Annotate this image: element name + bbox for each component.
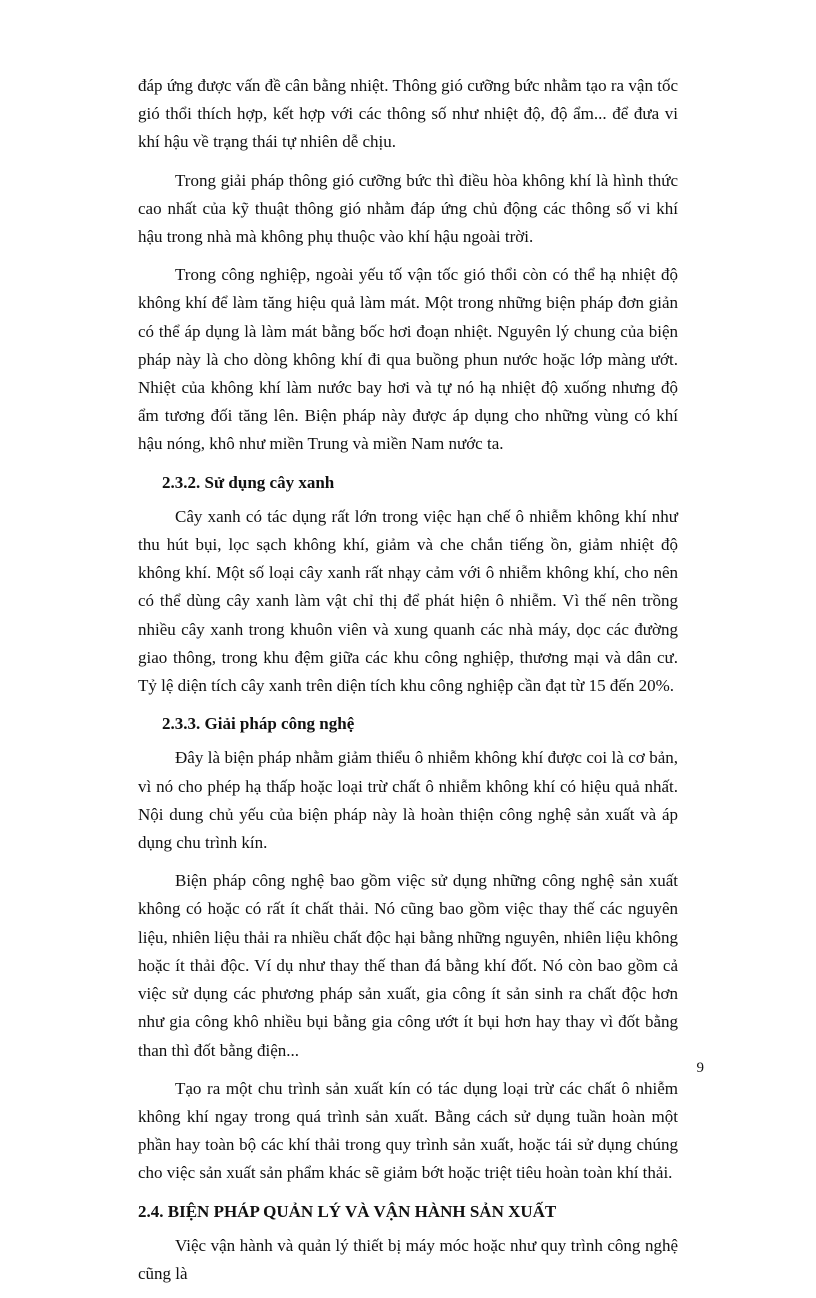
page-number: 9 <box>696 1060 704 1076</box>
paragraph-management: Việc vận hành và quản lý thiết bị máy móc hoặc như quy trình công nghệ cũng là <box>138 1235 678 1283</box>
paragraph-green-trees: Cây xanh có tác dụng rất lớn trong việc hạn chế ô nhiễm không khí như thu hút bụi, lọc sạch không khí, giảm và che chắn tiếng ồn, giảm nhiệt độ không khí. Một số loại cây xanh rất nhạy cảm với ô nhiễm không khí, cho nên có thể dùng cây xanh làm vật chỉ thị để phát hiện ô nhiễm. Vì thế nên trồng nhiều cây xanh trong khuôn viên và xung quanh các nhà máy, dọc các đường giao thông, trong khu đệm giữa các khu công nghiệp, thương mại và dân cư. Tỷ lệ diện tích cây xanh trên diện tích khu công nghiệp cần đạt từ 15 đến 20%. <box>138 506 678 696</box>
paragraph-evaporative-cooling: Trong công nghiệp, ngoài yếu tố vận tốc gió thổi còn có thể hạ nhiệt độ không khí để làm tăng hiệu quả làm mát. Một trong những biện pháp đơn giản có thể áp dụng là làm mát bằng bốc hơi đoạn nhiệt. Nguyên lý chung của biện pháp này là cho dòng không khí đi qua buồng phun nước hoặc lớp màng ướt. Nhiệt của không khí làm nước bay hơi và tự nó hạ nhiệt độ xuống nhưng độ ẩm tương đối tăng lên. Biện pháp này được áp dụng cho những vùng có khí hậu nóng, khô như miền Trung và miền Nam nước ta. <box>138 265 678 454</box>
document-page <box>138 72 678 1298</box>
heading-2-4: 2.4. BIỆN PHÁP QUẢN LÝ VÀ VẬN HÀNH SẢN XUẤT <box>138 1201 557 1221</box>
heading-2-3-3: 2.3.3. Giải pháp công nghệ <box>162 714 355 734</box>
paragraph-air-conditioning: Trong giải pháp thông gió cưỡng bức thì điều hòa không khí là hình thức cao nhất của kỹ thuật thông gió nhằm đáp ứng chủ động các thông số vi khí hậu trong nhà mà không phụ thuộc vào khí hậu ngoài trời. <box>138 170 678 247</box>
paragraph-closed-cycle: Tạo ra một chu trình sản xuất kín có tác dụng loại trừ các chất ô nhiễm không khí ngay trong quá trình sản xuất. Bằng cách sử dụng tuần hoàn một phần hay toàn bộ các khí thải trong quy trình sản xuất, hoặc tái sử dụng chúng cho việc sản xuất sản phẩm khác sẽ giảm bớt hoặc triệt tiêu hoàn toàn khí thải. <box>138 1078 678 1183</box>
paragraph-technology-measures: Biện pháp công nghệ bao gồm việc sử dụng những công nghệ sản xuất không có hoặc có rất ít chất thải. Nó cũng bao gồm việc thay thế các nguyên liệu, nhiên liệu thải ra nhiều chất độc hại bằng những nguyên, nhiên liệu không hoặc ít thải độc. Ví dụ như thay thế than đá bằng khí đốt. Nó còn bao gồm cả việc sử dụng các phương pháp sản xuất, gia công ít sản sinh ra chất độc hơn như gia công khô nhiều bụi bằng gia công ướt ít bụi hơn hay thay vì đốt bằng than thì đốt bằng điện... <box>138 871 678 1060</box>
heading-2-3-2: 2.3.2. Sử dụng cây xanh <box>162 472 335 492</box>
paragraph-intro-continuation: đáp ứng được vấn đề cân bằng nhiệt. Thông gió cưỡng bức nhằm tạo ra vận tốc gió thổi thích hợp, kết hợp với các thông số như nhiệt độ, độ ẩm... để đưa vi khí hậu về trạng thái tự nhiên dễ chịu. <box>138 76 678 152</box>
paragraph-technology-basis: Đây là biện pháp nhằm giảm thiểu ô nhiễm không khí được coi là cơ bản, vì nó cho phép hạ thấp hoặc loại trừ chất ô nhiễm không khí có hiệu quả nhất. Nội dung chủ yếu của biện pháp này là hoàn thiện công nghệ sản xuất và áp dụng chu trình kín. <box>138 748 678 853</box>
